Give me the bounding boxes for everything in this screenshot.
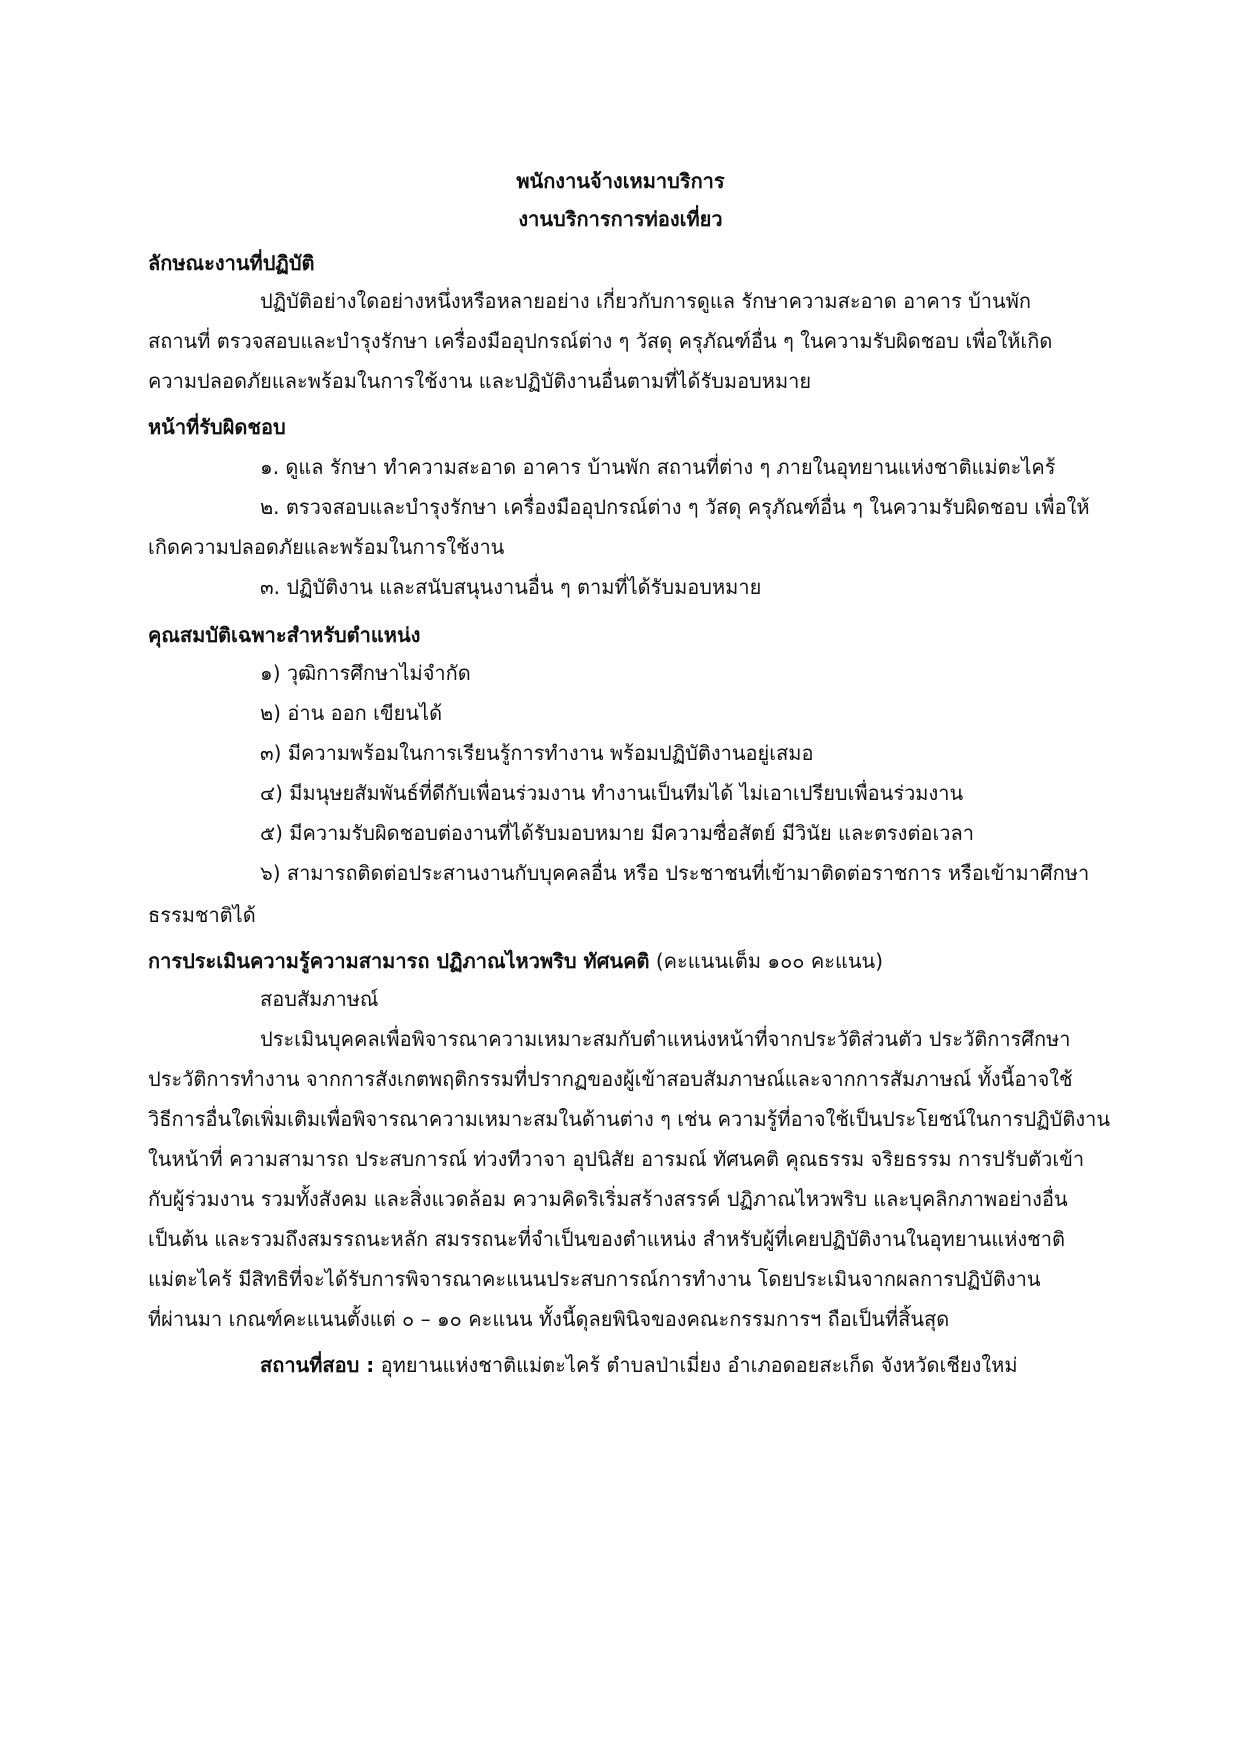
section-heading-qualifications: คุณสมบัติเฉพาะสำหรับตำแหน่ง [148, 623, 421, 647]
list-item: ๑. ดูแล รักษา ทำความสะอาด อาคาร บ้านพัก สถานที่ต่าง ๆ ภายในอุทยานแห่งชาติแม่ตะไคร้ [260, 455, 1056, 479]
paragraph-line: กับผู้ร่วมงาน รวมทั้งสังคม และสิ่งแวดล้อม ความคิดริเริ่มสร้างสรรค์ ปฏิภาณไหวพริบ และบุคลิกภาพอย่างอื่น [148, 1187, 1068, 1211]
section-heading-assessment-row [148, 944, 883, 978]
list-item-continuation: เกิดความปลอดภัยและพร้อมในการใช้งาน [148, 535, 505, 559]
paragraph-line: แม่ตะไคร้ มีสิทธิที่จะได้รับการพิจารณาคะแนนประสบการณ์การทำงาน โดยประเมินจากผลการปฏิบัติงาน [148, 1267, 1041, 1291]
exam-location-label: สถานที่สอบ : [260, 1353, 375, 1377]
section-heading-assessment: การประเมินความรู้ความสามารถ ปฏิภาณไหวพริบ ทัศนคติ [148, 949, 650, 973]
paragraph-line: วิธีการอื่นใดเพิ่มเติมเพื่อพิจารณาความเหมาะสมในด้านต่าง ๆ เช่น ความรู้ที่อาจใช้เป็นประโยชน์ในการปฏิบัติงาน [148, 1107, 1110, 1131]
paragraph-line: เป็นต้น และรวมถึงสมรรถนะหลัก สมรรถนะที่จำเป็นของตำแหน่ง สำหรับผู้ที่เคยปฏิบัติงานในอุทยานแห่งชาติ [148, 1227, 1065, 1251]
list-item: ๔) มีมนุษยสัมพันธ์ที่ดีกับเพื่อนร่วมงาน ทำงานเป็นทีมได้ ไม่เอาเปรียบเพื่อนร่วมงาน [260, 781, 964, 805]
assessment-method: สอบสัมภาษณ์ [260, 987, 379, 1011]
list-item-continuation: ธรรมชาติได้ [148, 903, 256, 927]
paragraph-line: ในหน้าที่ ความสามารถ ประสบการณ์ ท่วงทีวาจา อุปนิสัย อารมณ์ ทัศนคติ คุณธรรม จริยธรรม การปรับตัวเข้า [148, 1147, 1085, 1171]
list-item: ๒) อ่าน ออก เขียนได้ [260, 701, 443, 725]
list-item: ๑) วุฒิการศึกษาไม่จำกัด [260, 661, 471, 685]
section-heading-nature: ลักษณะงานที่ปฏิบัติ [148, 251, 315, 275]
list-item: ๓. ปฏิบัติงาน และสนับสนุนงานอื่น ๆ ตามที่ได้รับมอบหมาย [260, 575, 762, 599]
paragraph-line: ที่ผ่านมา เกณฑ์คะแนนตั้งแต่ ๐ – ๑๐ คะแนน ทั้งนี้ดุลยพินิจของคณะกรรมการฯ ถือเป็นที่สิ้นสุด [148, 1307, 950, 1331]
paragraph-line: ประเมินบุคคลเพื่อพิจารณาความเหมาะสมกับตำแหน่งหน้าที่จากประวัติส่วนตัว ประวัติการศึกษา [260, 1027, 1071, 1051]
document-subtitle: งานบริการการท่องเที่ยว [518, 207, 723, 231]
score-note: (คะแนนเต็ม ๑๐๐ คะแนน) [655, 949, 883, 973]
paragraph-line: ปฏิบัติอย่างใดอย่างหนึ่งหรือหลายอย่าง เกี่ยวกับการดูแล รักษาความสะอาด อาคาร บ้านพัก [260, 289, 1031, 313]
list-item: ๒. ตรวจสอบและบำรุงรักษา เครื่องมืออุปกรณ์ต่าง ๆ วัสดุ ครุภัณฑ์อื่น ๆ ในความรับผิดชอบ เพื่อให้ [260, 495, 1090, 519]
paragraph-line: ความปลอดภัยและพร้อมในการใช้งาน และปฏิบัติงานอื่นตามที่ได้รับมอบหมาย [148, 369, 812, 393]
document-title: พนักงานจ้างเหมาบริการ [516, 169, 725, 193]
exam-location-row [260, 1348, 1018, 1382]
exam-location-value: อุทยานแห่งชาติแม่ตะไคร้ ตำบลป่าเมี่ยง อำเภอดอยสะเก็ด จังหวัดเชียงใหม่ [380, 1353, 1018, 1377]
paragraph-line: สถานที่ ตรวจสอบและบำรุงรักษา เครื่องมืออุปกรณ์ต่าง ๆ วัสดุ ครุภัณฑ์อื่น ๆ ในความรับผิดชอบ เพื่อให้เกิด [148, 329, 1053, 353]
list-item: ๓) มีความพร้อมในการเรียนรู้การทำงาน พร้อมปฏิบัติงานอยู่เสมอ [260, 741, 814, 765]
list-item: ๕) มีความรับผิดชอบต่องานที่ได้รับมอบหมาย มีความซื่อสัตย์ มีวินัย และตรงต่อเวลา [260, 821, 974, 845]
section-heading-duties: หน้าที่รับผิดชอบ [148, 415, 286, 439]
list-item: ๖) สามารถติดต่อประสานงานกับบุคคลอื่น หรือ ประชาชนที่เข้ามาติดต่อราชการ หรือเข้ามาศึกษา [260, 861, 1090, 885]
paragraph-line: ประวัติการทำงาน จากการสังเกตพฤติกรรมที่ปรากฏของผู้เข้าสอบสัมภาษณ์และจากการสัมภาษณ์ ทั้งนี้อาจใช้ [148, 1067, 1073, 1091]
